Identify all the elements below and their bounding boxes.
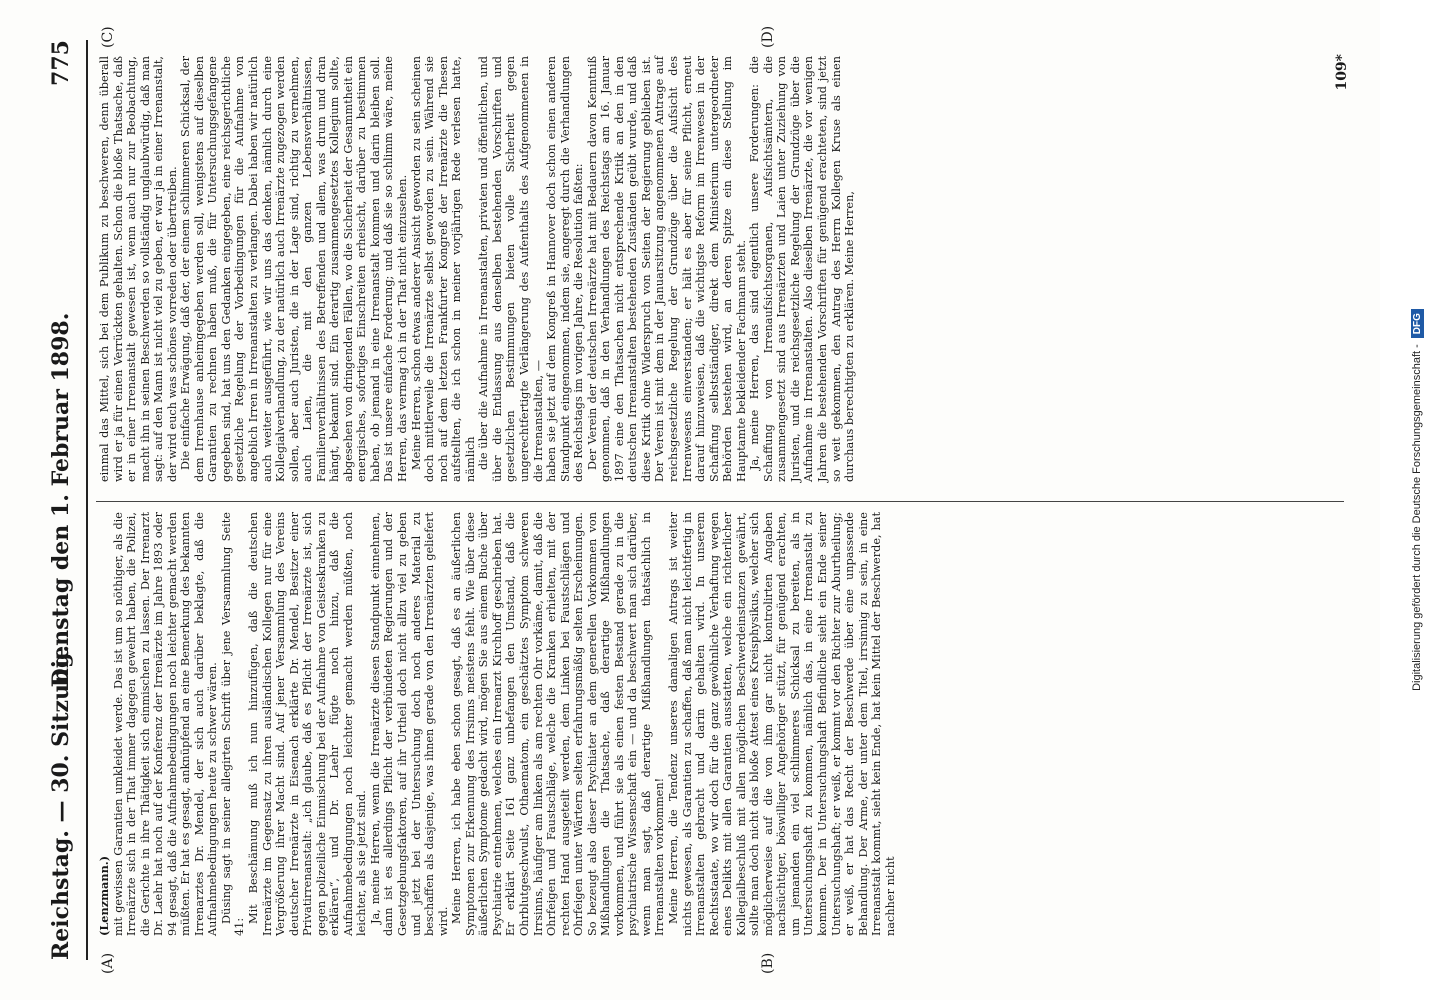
- header-center: Dienstag den 1. Februar 1898.: [48, 312, 74, 688]
- paragraph: Meine Herren, die Tendenz unseres damaligen Antrags ist weiter nichts gewesen, als Garantien zu schaffen, daß man nicht leichtfertig in Irrenanstalten gebracht und darin gehalten wird. In unserem Rechtsstaate, wo wir doch für die ganz gewöhnliche Verhaftung wegen eines Delikts mit allen Garantien ausstatten, welche ein richterlicher Kollegialbeschluß mit allen möglichen Beschwerdeinstanzen gewährt, sollte man doch nicht das bloße Attest eines Kreisphysikus, welcher sich möglicherweise auf die von ihm gar nicht kontrolirten Angaben nachsüchtiger, böswilliger Angehöriger stützt, für genügend erachten, um jemanden ein viel schlimmeres Schicksal zu bereiten, als in Untersuchungshaft zu kommen, nämlich das, in eine Irrenanstalt zu kommen. Der in Untersuchungshaft Befindliche sieht ein Ende seiner Untersuchungshaft; er weiß, er kommt vor den Richter zur Aburtheilung; er weiß, er hat das Recht der Beschwerde über eine unpassende Behandlung. Der Arme, der unter dem Titel, irrsinnig zu sein, in eine Irrenanstalt kommt, sieht kein Ende, hat kein Mittel der Beschwerde, hat nachher nicht: [666, 512, 897, 936]
- margin-letter-a: (A): [100, 952, 116, 974]
- quoted-paragraph: die über die Aufnahme in Irrenanstalten, privaten und öffentlichen, und über die Entlassung aus denselben bestehenden Vorschriften und gesetzlichen Bestimmungen bieten volle Sicherheit gegen ungerechtfertigte Verlängerung des Aufenthalts des Aufgenommenen in die Irrenanstalten, —: [477, 56, 545, 482]
- paragraph: Meine Herren, ich habe eben schon gesagt, daß es an äußerlichen Symptomen zur Erkennung des Irrsinns meistens fehlt. Wie über diese äußerlichen Symptome gedacht wird, mögen Sie aus einem Buche über Psychiatrie entnehmen, welches ein Irrenarzt Kirchhoff geschrieben hat. Er erklärt Seite 161 ganz unbefangen den Umstand, daß die Ohrblutgeschwulst, Othaematom, ein geschätztes Symptom schweren Irrsinns, häufiger am linken als am rechten Ohr vorkäme, damit, daß die Ohrfeigen und Faustschläge, welche die Kranken erhielten, mit der rechten Hand ausgeteilt werden, dem Linken bei Faustschlägen und Ohrfeigen unter Wärtern selten erfahrungsmäßig selten Erscheinungen. So bezeugt also dieser Psychiater an dem generellen Vorkommen von Mißhandlungen die Thatsache, daß derartige Mißhandlungen vorkommen, und führt sie als einen festen Bestand gerade zu in die psychiatrische Wissenschaft ein — und da beschwert man sich darüber, wenn man sagt, daß derartige Mißhandlungen thatsächlich in Irrenanstalten vorkommen!: [450, 512, 667, 936]
- right-column: [98, 56, 857, 482]
- paragraph: Ja, meine Herren, das sind eigentlich unsere Forderungen: die Schaffung von Irrenaufsichtsorganen, Aufsichtsämtern, die zusammengesetzt sind aus Irrenärzten und Laien unter Zuziehung von Juristen, und die reichsgesetzliche Regelung der Grundzüge über die Aufnahme in Irrenanstalten. Also dieselben Irrenärzte, die vor wenigen Jahren die bestehenden Vorschriften für genügend erachteten, sind jetzt so weit gekommen, den Antrag des Herrn Kollegen Kruse als einen durchaus berechtigten zu erklären. Meine Herren,: [748, 56, 857, 482]
- margin-letter-d: (D): [760, 25, 776, 48]
- paragraph: Meine Herren, schon etwas anderer Ansicht geworden zu sein scheinen doch mittlerweile die Irrenärzte selbst geworden zu sein. Während sie noch auf dem letzten Frankfurter Kongreß der Irrenärzte die Thesen aufstellten, die ich schon in meiner vorjährigen Rede verlesen hatte, nämlich: [409, 56, 477, 482]
- quoted-paragraph: Mit Beschämung muß ich nun hinzufügen, daß die deutschen Irrenärzte im Gegensatz zu ihren ausländischen Kollegen nur für eine Vergrößerung ihrer Macht sind. Auf jener Versammlung des Vereins deutscher Irrenärzte in Eisenach erklärte Dr. Mendel, Besitzer einer Privatirrenanstalt: „ich glaube, daß es Pflicht der Irrenärzte ist, sich gegen polizeiliche Einmischung bei der Aufnahme von Geisteskranken zu erklären“, und Dr. Laehr fügte noch hinzu, daß die Aufnahmebedingungen noch leichter gemacht werden müßten, noch leichter, als sie jetzt sind.: [247, 512, 369, 936]
- signature-mark: 109*: [1334, 54, 1350, 91]
- margin-letter-b: (B): [760, 952, 776, 974]
- digitization-credit: [1400, 0, 1434, 1000]
- paragraph: mit gewissen Garantien umkleidet werde. Das ist um so nöthiger, als die Irrenärzte sich in der That immer dagegen gewehrt haben, die Polizei, die Gerichte in ihre Thätigkeit sich einmischen zu lassen. Der Irrenarzt Dr. Laehr hat noch auf der Konferenz der Irrenärzte im Jahre 1893 oder 94 gesagt, daß die Aufnahmebedingungen noch leichter gemacht werden müßten. Er hat es gesagt, anknüpfend an eine Bemerkung des bekannten Irrenarztes Dr. Mendel, der sich auch darüber beklagte, daß die Aufnahmebedingungen heute zu schwer wären.: [111, 512, 220, 936]
- paragraph: einmal das Mittel, sich bei dem Publikum zu beschweren, denn überall wird er ja für einen Verrückten gehalten. Schon die bloße Thatsache, daß er in einer Irrenanstalt gewesen ist, wenn auch nur zur Beobachtung, macht ihn in seinen Beschwerden so vollständig unglaubwürdig, daß man sagt: auf den Mann ist nicht viel zu geben, er war ja in einer Irrenanstalt, der wird euch was schönes vorreden oder übertreiben.: [98, 56, 179, 482]
- paragraph: Die einfache Erwägung, daß der, der einem schlimmeren Schicksal, der dem Irrenhause anheimgegeben werden soll, wenigstens auf dieselben Garantien zu rechnen haben muß, die für Untersuchungsgefangene gegeben sind, hat uns den Gedanken eingegeben, eine reichsgerichtliche gesetzliche Regelung der Vorbedingungen für die Aufnahme von angeblich Irren in Irrenanstalten zu verlangen. Dabei haben wir natürlich auch weiter ausgeführt, wie wir uns das denken, nämlich durch eine Kollegialverhandlung, zu der natürlich auch Irrenärzte zugezogen werden sollen, aber auch Juristen, die in der Lage sind, richtig zu vernehmen, auch Laien, die mit den ganzen Lebensverhältnissen, Familienverhältnissen des Betreffenden und allem, was drum und dran hängt, bekannt sind. Ein derartig zusammengesetztes Kollegium sollte, abgesehen von dringenden Fällen, wo die Sicherheit der Gesammtheit ein energisches, sofortiges Einschreiten erheischt, darüber zu bestimmen haben, ob jemand in eine Irrenanstalt kommen und darin bleiben soll. Das ist unsere einfache Forderung; und daß sie so schlimm wäre, meine Herren, das vermag ich in der That nicht einzusehen.: [179, 56, 410, 482]
- left-column: [98, 512, 897, 936]
- paragraph: haben sie jetzt auf dem Kongreß in Hannover doch schon einen anderen Standpunkt eingenommen, indem sie, angeregt durch die Verhandlungen des Reichstags im vorigen Jahre, die Resolution faßten:: [545, 56, 586, 482]
- quoted-paragraph: Der Verein der deutschen Irrenärzte hat mit Bedauern davon Kenntniß genommen, daß in den Verhandlungen des Reichstags am 16. Januar 1897 eine den Thatsachen nicht entsprechende Kritik an den in den deutschen Irrenanstalten bestehenden Zuständen geübt wurde, und daß diese Kritik ohne Widerspruch von Seiten der Regierung geblieben ist. Der Verein ist mit dem in der Januarsitzung angenommenen Antrage auf reichsgesetzliche Regelung der Grundzüge über die Aufsicht des Irrenwesens einverstanden; er hält es aber für seine Pflicht, erneut darauf hinzuweisen, daß die wichtigste Reform im Irrenwesen in der Schaffung selbstständiger, direkt dem Ministerium untergeordneter Behörden bestehen wird, an deren Spitze ein diese Stellung im Hauptamte bekleidender Fachmann steht.: [585, 56, 748, 482]
- paragraph: Düsing sagt in seiner allegirten Schrift über jene Versammlung Seite 41:: [219, 512, 247, 936]
- column-divider: [96, 501, 1344, 502]
- margin-letter-c: (C): [100, 26, 116, 48]
- running-header: [44, 40, 84, 960]
- dfg-logo: DFG: [1411, 309, 1424, 338]
- header-rule: [86, 40, 88, 960]
- header-left: Reichstag. — 30. Sitzung.: [48, 644, 74, 960]
- credit-text: Digitalisierung gefördert durch die Deutsche Forschungsgemeinschaft -: [1411, 344, 1423, 691]
- page-number: 775: [48, 40, 74, 86]
- paragraph: Ja, meine Herren, wenn die Irrenärzte diesen Standpunkt einnehmen, dann ist es allerdings Pflicht der verbündeten Regierungen und der Gesetzgebungsfaktoren, auf ihr Urtheil doch nicht allzu viel zu geben und jetzt bei der Untersuchung doch noch anderes Material zu beschaffen als dasjenige, was ihnen gerade von den Irrenärzten geliefert wird.: [368, 512, 450, 936]
- speaker-label: (Lenzmann.): [97, 855, 111, 936]
